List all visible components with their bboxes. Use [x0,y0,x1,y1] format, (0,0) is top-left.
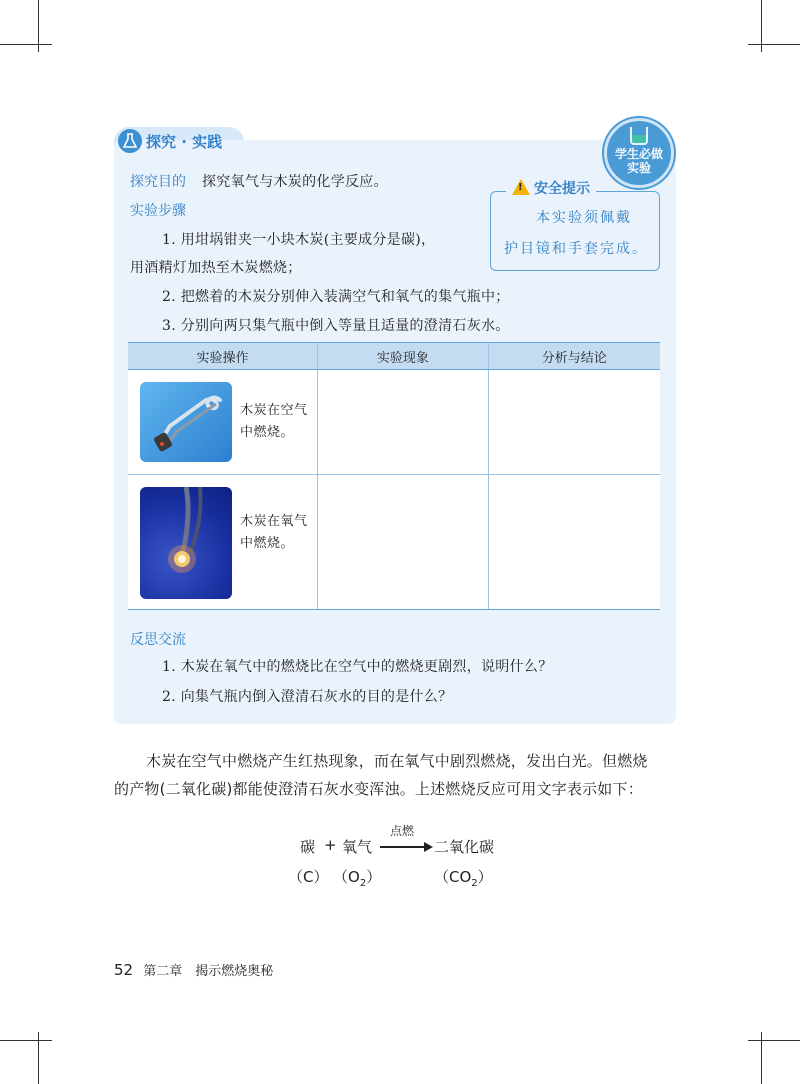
crop-mark [761,0,762,52]
flask-icon [118,129,142,153]
step-1: 1. 用坩埚钳夹一小块木炭(主要成分是碳)， [162,232,436,248]
crop-mark [748,1040,800,1041]
section-title: 探究 · 实践 [146,133,223,151]
charcoal-in-oxygen-photo [140,487,232,599]
crop-mark [0,1040,52,1041]
conclusion-cell[interactable] [488,475,660,610]
reaction-arrow-head [424,842,433,852]
table-header-row [128,343,660,370]
crop-mark [761,1032,762,1084]
safety-title [506,178,596,198]
chapter-title: 第二章 揭示燃烧奥秘 [143,964,274,979]
table-row [128,370,660,475]
crop-mark [0,44,52,45]
formula-co2-sub: 2 [471,878,478,889]
caption-line2: 中燃烧。 [240,536,295,551]
operation-cell [128,475,318,610]
reactant-carbon: 碳 [300,838,316,856]
formula-co2 [434,866,493,889]
crop-mark [38,0,39,52]
formula-c: （C） [288,868,329,886]
warning-icon: ! [512,179,530,195]
formula-co2-base: （CO [434,868,472,886]
page-footer [114,960,273,979]
step-3: 3. 分别向两只集气瓶中倒入等量且适量的澄清石灰水。 [162,318,510,334]
step-1-cont: 用酒精灯加热至木炭燃烧； [130,260,302,276]
crop-mark [38,1032,39,1084]
purpose-label: 探究目的 [130,174,186,190]
steps-label: 实验步骤 [130,203,186,219]
reflection-label: 反思交流 [130,632,186,648]
caption-line1: 木炭在空气 [240,403,308,418]
formula-o2-close: ） [366,868,382,886]
product-co2: 二氧化碳 [434,838,495,856]
page-number: 52 [114,961,134,979]
paragraph-line-1: 木炭在空气中燃烧产生红热现象，而在氧气中剧烈燃烧，发出白光。但燃烧 [146,752,648,770]
safety-line-1: 本实验须佩戴 [536,210,632,226]
column-header: 实验操作 [128,343,318,370]
column-header: 实验现象 [318,343,488,370]
column-header: 分析与结论 [488,343,660,370]
safety-title-text: 安全提示 [534,181,590,197]
table-row [128,475,660,610]
step-2: 2. 把燃着的木炭分别伸入装满空气和氧气的集气瓶中； [162,289,510,305]
operation-cell [128,370,318,475]
experiment-table [128,342,660,610]
badge-line1: 学生必做 [614,147,663,161]
beaker-icon [630,127,648,145]
conclusion-cell[interactable] [488,370,660,475]
crop-mark [748,44,800,45]
formula-o2 [333,866,381,889]
plus-sign: + [324,836,337,854]
badge-line2: 实验 [626,161,651,175]
purpose-text: 探究氧气与木炭的化学反应。 [202,174,388,190]
charcoal-in-air-photo [140,382,232,462]
formula-co2-close: ） [477,868,493,886]
paragraph-line-2: 的产物(二氧化碳)都能使澄清石灰水变浑浊。上述燃烧反应可用文字表示如下： [114,780,643,798]
formula-o2-sub: 2 [359,878,367,889]
caption-line1: 木炭在氧气 [240,514,308,529]
reflection-question-1: 1. 木炭在氧气中的燃烧比在空气中的燃烧更剧烈，说明什么？ [162,659,553,675]
reflection-question-2: 2. 向集气瓶内倒入澄清石灰水的目的是什么？ [162,689,453,705]
formula-o2-base: （O [333,868,360,886]
reaction-arrow [380,846,426,848]
caption-line2: 中燃烧。 [240,425,295,440]
phenomenon-cell[interactable] [318,370,488,475]
reaction-condition: 点燃 [390,824,415,838]
safety-line-2: 护目镜和手套完成。 [504,241,648,257]
reactant-oxygen: 氧气 [342,838,373,856]
safety-box [490,191,660,271]
required-experiment-badge [604,118,674,188]
phenomenon-cell[interactable] [318,475,488,610]
